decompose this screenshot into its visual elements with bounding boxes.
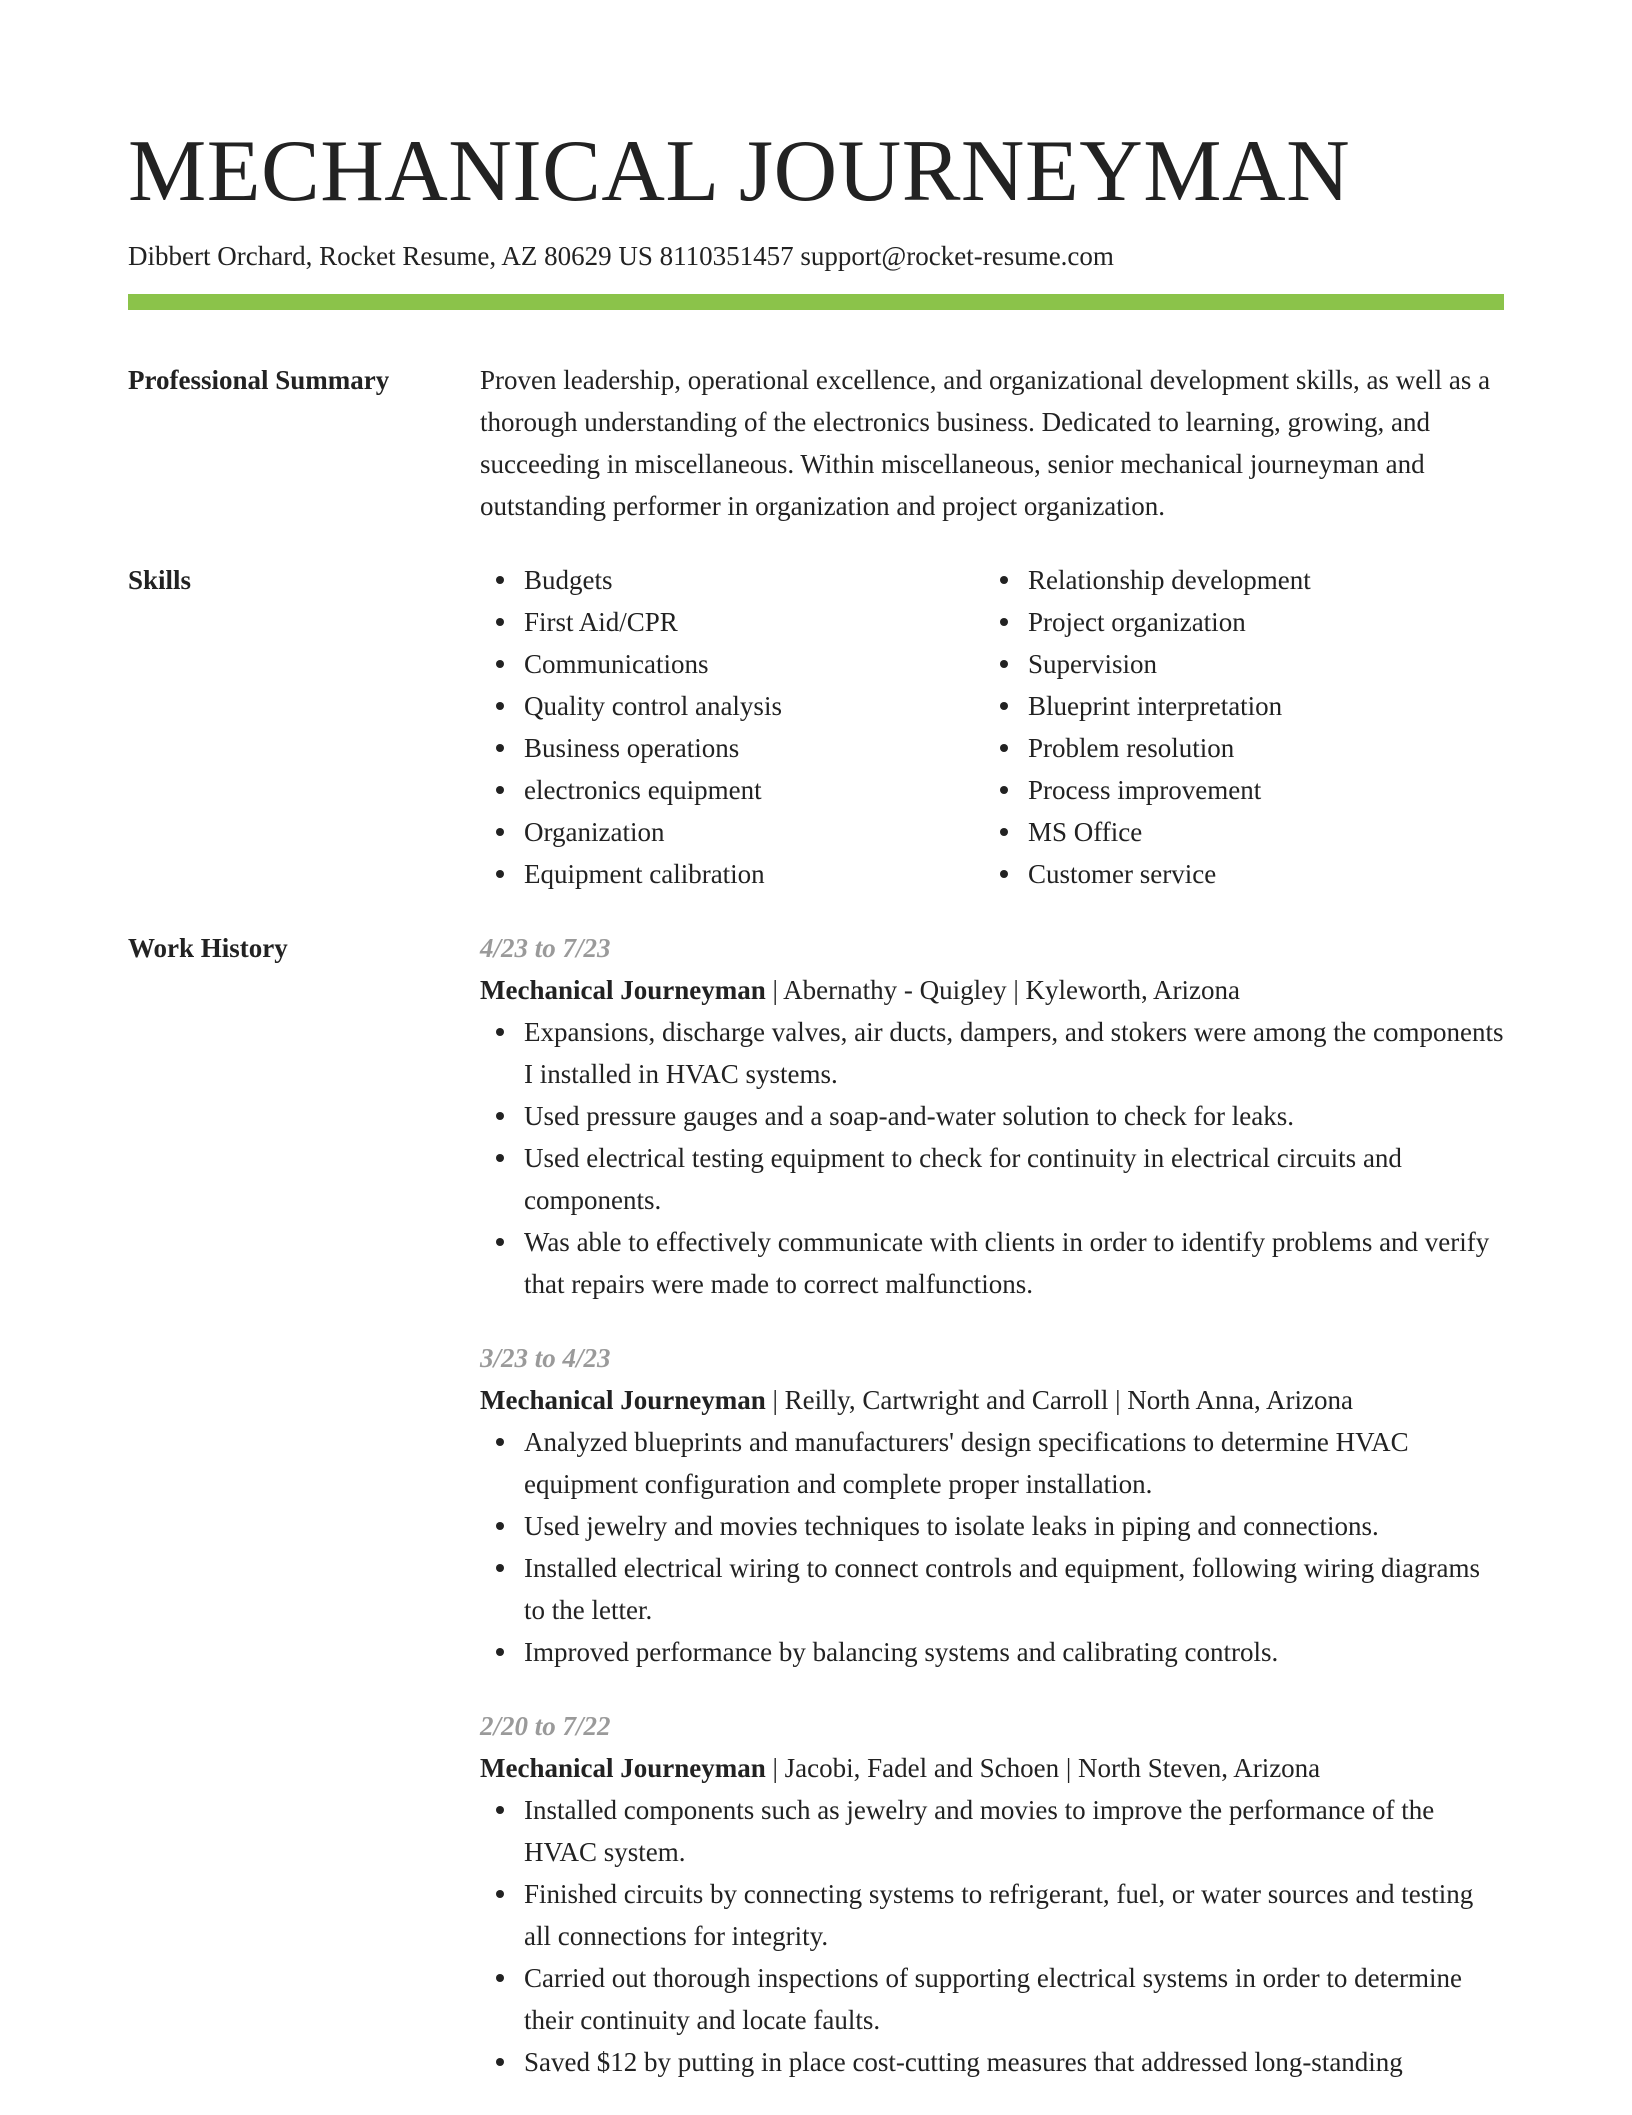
list-item: MS Office: [1028, 811, 1488, 853]
job-entry: [480, 1705, 1504, 2083]
job-title-line: [480, 969, 1504, 1011]
summary-text: Proven leadership, operational excellence, and organizational development skills, as well as a thorough understanding of the electronics business. Dedicated to learning, growing, and succeeding in miscellaneous. Within miscellaneous, senior mechanical journeyman and outstanding performer in organization and project organization.: [480, 365, 1491, 521]
list-item: Finished circuits by connecting systems to refrigerant, fuel, or water sources and testing all connections for integrity.: [524, 1873, 1504, 1957]
list-item: Carried out thorough inspections of supporting electrical systems in order to determine their continuity and locate faults.: [524, 1957, 1504, 2041]
job-bullets: [480, 1421, 1504, 1673]
list-item: First Aid/CPR: [524, 601, 984, 643]
job-employer-location: | Abernathy - Quigley | Kyleworth, Arizona: [765, 975, 1240, 1005]
list-item: Project organization: [1028, 601, 1488, 643]
section-label: Work History: [128, 933, 288, 963]
skills-section: [128, 559, 1504, 895]
skills-columns: [480, 559, 1504, 895]
list-item: Quality control analysis: [524, 685, 984, 727]
job-dates: 2/20 to 7/22: [480, 1711, 611, 1741]
list-item: Used jewelry and movies techniques to isolate leaks in piping and connections.: [524, 1505, 1504, 1547]
work-history-list: [480, 927, 1504, 2115]
list-item: Relationship development: [1028, 559, 1488, 601]
skills-list-right: [984, 559, 1488, 895]
contact-line: Dibbert Orchard, Rocket Resume, AZ 80629 US 8110351457 support@rocket-resume.com: [128, 241, 1114, 271]
list-item: Saved $12 by putting in place cost-cutting measures that addressed long-standing: [524, 2041, 1504, 2083]
job-entry: [480, 1337, 1504, 1673]
section-label: Skills: [128, 565, 192, 595]
list-item: Business operations: [524, 727, 984, 769]
list-item: Installed electrical wiring to connect controls and equipment, following wiring diagrams to the letter.: [524, 1547, 1504, 1631]
list-item: Communications: [524, 643, 984, 685]
skills-column-left: [480, 559, 984, 895]
resume-name: MECHANICAL JOURNEYMAN: [128, 123, 1351, 220]
list-item: Process improvement: [1028, 769, 1488, 811]
list-item: Organization: [524, 811, 984, 853]
skills-column-right: [984, 559, 1488, 895]
job-title-line: [480, 1747, 1504, 1789]
list-item: Improved performance by balancing systems and calibrating controls.: [524, 1631, 1504, 1673]
section-label: Professional Summary: [128, 365, 390, 395]
list-item: Supervision: [1028, 643, 1488, 685]
job-dates: 4/23 to 7/23: [480, 933, 611, 963]
job-employer-location: | Reilly, Cartwright and Carroll | North Anna, Arizona: [765, 1385, 1353, 1415]
job-dates: 3/23 to 4/23: [480, 1343, 611, 1373]
job-title: Mechanical Journeyman: [480, 1753, 766, 1783]
list-item: Customer service: [1028, 853, 1488, 895]
list-item: Budgets: [524, 559, 984, 601]
list-item: Problem resolution: [1028, 727, 1488, 769]
job-title: Mechanical Journeyman: [480, 975, 766, 1005]
accent-divider: [128, 294, 1504, 310]
job-bullets: [480, 1789, 1504, 2083]
list-item: Was able to effectively communicate with clients in order to identify problems and verify that repairs were made to correct malfunctions.: [524, 1221, 1504, 1305]
job-entry: [480, 927, 1504, 1305]
list-item: electronics equipment: [524, 769, 984, 811]
list-item: Installed components such as jewelry and movies to improve the performance of the HVAC system.: [524, 1789, 1504, 1873]
skills-list-left: [480, 559, 984, 895]
job-title-line: [480, 1379, 1504, 1421]
job-bullets: [480, 1011, 1504, 1305]
list-item: Blueprint interpretation: [1028, 685, 1488, 727]
professional-summary-section: [128, 359, 1504, 527]
job-title: Mechanical Journeyman: [480, 1385, 766, 1415]
resume-page: [128, 118, 1504, 2115]
job-employer-location: | Jacobi, Fadel and Schoen | North Steven, Arizona: [765, 1753, 1321, 1783]
list-item: Analyzed blueprints and manufacturers' design specifications to determine HVAC equipment configuration and complete proper installation.: [524, 1421, 1504, 1505]
list-item: Used electrical testing equipment to check for continuity in electrical circuits and components.: [524, 1137, 1504, 1221]
list-item: Used pressure gauges and a soap-and-water solution to check for leaks.: [524, 1095, 1504, 1137]
list-item: Equipment calibration: [524, 853, 984, 895]
list-item: Expansions, discharge valves, air ducts, dampers, and stokers were among the components I installed in HVAC systems.: [524, 1011, 1504, 1095]
work-history-section: [128, 927, 1504, 2115]
